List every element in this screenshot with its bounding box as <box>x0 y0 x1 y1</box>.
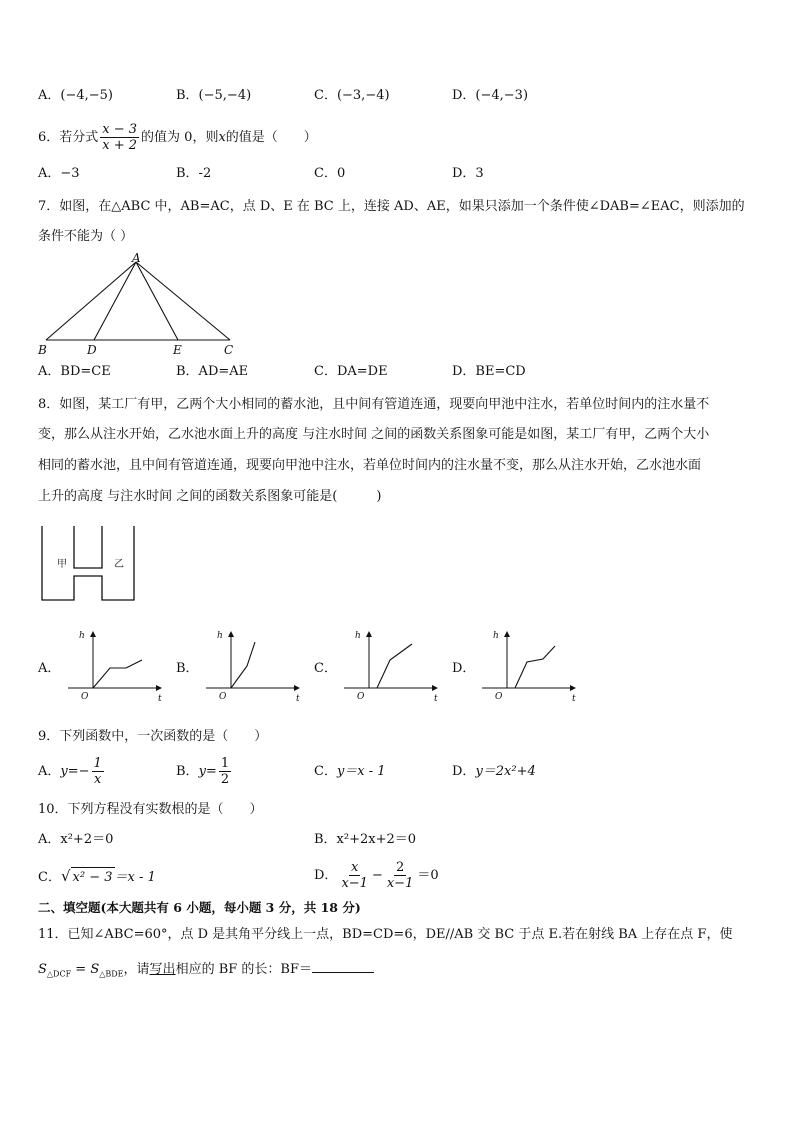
q9-a-eq: =− <box>67 764 90 779</box>
pool-divider <box>74 526 102 568</box>
section-heading: 二、填空题(本大题共有 6 小题，每小题 3 分，共 18 分) <box>38 900 361 915</box>
q9-b-fraction <box>219 756 231 787</box>
q9-stem: 9．下列函数中，一次函数的是（ ） <box>38 729 268 744</box>
q10-c-radicand: x² − 3 <box>71 867 115 888</box>
q11-line1: 11．已知∠ABC=60°，点 D 是其角平分线上一点，BD=CD=6，DE//AB 交 BC 于点 E.若在射线 BA 上存在点 F，使 <box>38 927 733 942</box>
label-c: C <box>224 343 234 357</box>
q9-option-a <box>38 752 106 792</box>
q9-b-num: 1 <box>220 756 230 771</box>
label-a: A <box>132 251 141 265</box>
graph-d-origin: O <box>495 692 503 702</box>
q8-option-b-label: B． <box>176 661 199 676</box>
answer-blank[interactable] <box>312 960 374 973</box>
q8-graph-c <box>342 626 442 704</box>
q6-suffix-a: 的值为 0，则 <box>141 130 219 145</box>
radical-sign: √ <box>60 867 71 885</box>
q9-b-den: 2 <box>220 772 230 787</box>
q6-fraction <box>100 122 139 153</box>
q10-option-c <box>38 866 156 888</box>
graph-b-t-label: t <box>296 694 300 704</box>
q9-option-c <box>314 762 386 782</box>
q11-eq: = <box>71 962 91 977</box>
q9-b-y: y <box>198 764 206 779</box>
graph-c-curve <box>377 644 412 688</box>
q8-graph-a <box>66 626 166 704</box>
graph-a-t-label: t <box>158 694 162 704</box>
graph-d-t-label: t <box>572 694 576 704</box>
q9-d-expr: y＝2x²+4 <box>475 764 536 779</box>
q10-d-den1: x−1 <box>341 876 368 891</box>
q5-option-b: B．(−5,−4) <box>176 88 252 103</box>
q6-option-c: C．0 <box>314 166 346 181</box>
q10-d-num2: 2 <box>395 860 405 875</box>
q9-d-prefix: D． <box>452 764 476 779</box>
q9-a-den: x <box>94 772 102 787</box>
q9-b-prefix: B． <box>176 764 199 779</box>
q10-option-a: A．x²+2＝0 <box>38 832 114 847</box>
q9-a-num: 1 <box>93 756 102 771</box>
q10-d-frac1 <box>339 860 370 891</box>
q11-mid: ，请 <box>123 962 150 977</box>
q9-a-fraction <box>92 756 104 787</box>
label-d: D <box>87 343 97 357</box>
q8-line3: 相同的蓄水池，且中间有管道连通，现要向甲池中注水，若单位时间内的注水量不变，那么从注水开始，乙水池水面 <box>38 458 702 473</box>
q6-prefix: 6．若分式 <box>38 130 99 145</box>
q9-option-b <box>176 752 233 792</box>
q6-stem <box>38 122 317 154</box>
graph-a-curve <box>93 660 142 688</box>
q10-c-prefix: C． <box>38 870 61 885</box>
q7-option-c: C．DA=DE <box>314 364 388 379</box>
q8-graph-d <box>480 626 580 704</box>
q10-c-suffix: ＝x - 1 <box>114 870 156 885</box>
label-b: B <box>38 343 47 357</box>
q9-b-eq: = <box>205 764 217 779</box>
q11-underlined: 写出 <box>149 962 176 977</box>
q6-var: x <box>218 130 226 145</box>
graph-c-t-label: t <box>434 694 438 704</box>
q11-s2-sub: △BDE <box>99 969 124 979</box>
segment-ad <box>94 262 136 340</box>
q11-s2: S <box>90 962 100 977</box>
q6-option-d: D．3 <box>452 166 484 181</box>
q6-denominator: x + 2 <box>102 138 138 153</box>
pool-left-label: 甲 <box>57 559 67 570</box>
q11-line2 <box>38 960 374 985</box>
graph-a-h-label: h <box>79 631 85 641</box>
q10-d-num1: x <box>351 860 359 875</box>
graph-c-origin: O <box>357 692 365 702</box>
q7-option-b: B．AD=AE <box>176 364 249 379</box>
graph-d-curve <box>515 646 555 688</box>
q6-numerator: x − 3 <box>102 122 138 137</box>
q9-a-prefix: A． <box>38 764 61 779</box>
q8-option-a-label: A． <box>38 661 61 676</box>
q7-option-d: D．BE=CD <box>452 364 526 379</box>
segment-ae <box>136 262 178 340</box>
q11-tail: 相应的 BF 的长：BF＝ <box>175 962 312 977</box>
graph-b-curve <box>231 642 255 688</box>
q7-option-a: A．BD=CE <box>38 364 111 379</box>
label-e: E <box>173 343 182 357</box>
q11-s1-sub: △DCF <box>46 969 72 979</box>
q8-line4: 上升的高度 与注水时间 之间的函数关系图象可能是( ) <box>38 489 382 504</box>
q5-option-a: A．(−4,−5) <box>38 88 113 103</box>
q10-d-minus: − <box>371 868 383 883</box>
q8-graph-b <box>204 626 304 704</box>
q8-option-c-label: C． <box>314 661 337 676</box>
graph-b-h-label: h <box>217 631 223 641</box>
q8-line2: 变，那么从注水开始，乙水池水面上升的高度 与注水时间 之间的函数关系图象可能是如图，某工厂有甲，乙两个大小 <box>38 427 710 442</box>
graph-c-h-label: h <box>355 631 361 641</box>
q6-suffix-b: 的值是（ ） <box>225 130 317 145</box>
q10-d-suffix: ＝0 <box>417 868 439 883</box>
q10-option-d <box>314 856 439 896</box>
q8-pool-figure <box>38 522 142 606</box>
q10-d-prefix: D． <box>314 868 338 883</box>
q7-line1: 7．如图，在△ABC 中，AB=AC，点 D、E 在 BC 上，连接 AD、AE，如果只添加一个条件使∠DAB=∠EAC，则添加的 <box>38 199 745 214</box>
q7-line2: 条件不能为（ ） <box>38 229 134 244</box>
segment-ac <box>136 262 230 340</box>
q9-c-expr: y＝x - 1 <box>336 764 386 779</box>
graph-b-origin: O <box>219 692 227 702</box>
q10-option-b: B．x²+2x+2＝0 <box>314 832 417 847</box>
q6-option-a: A．−3 <box>38 166 80 181</box>
q10-stem: 10．下列方程没有实数根的是（ ） <box>38 802 263 817</box>
q10-d-den2: x−1 <box>386 876 414 891</box>
q9-c-prefix: C． <box>314 764 337 779</box>
graph-a-origin: O <box>81 692 89 702</box>
graph-d-h-label: h <box>493 631 499 641</box>
q8-line1: 8．如图，某工厂有甲，乙两个大小相同的蓄水池，且中间有管道连通，现要向甲池中注水，若单位时间内的注水量不 <box>38 397 710 412</box>
q5-option-d: D．(−4,−3) <box>452 88 529 103</box>
q9-option-d <box>452 762 536 782</box>
q6-option-b: B．-2 <box>176 166 212 181</box>
q9-a-y: y <box>60 764 68 779</box>
pool-right-label: 乙 <box>114 559 124 570</box>
q7-triangle-figure <box>30 250 250 360</box>
q10-d-frac2 <box>385 860 416 891</box>
segment-ab <box>46 262 136 340</box>
q11-s1: S <box>38 962 47 977</box>
q5-option-c: C．(−3,−4) <box>314 88 390 103</box>
q8-option-d-label: D． <box>452 661 476 676</box>
